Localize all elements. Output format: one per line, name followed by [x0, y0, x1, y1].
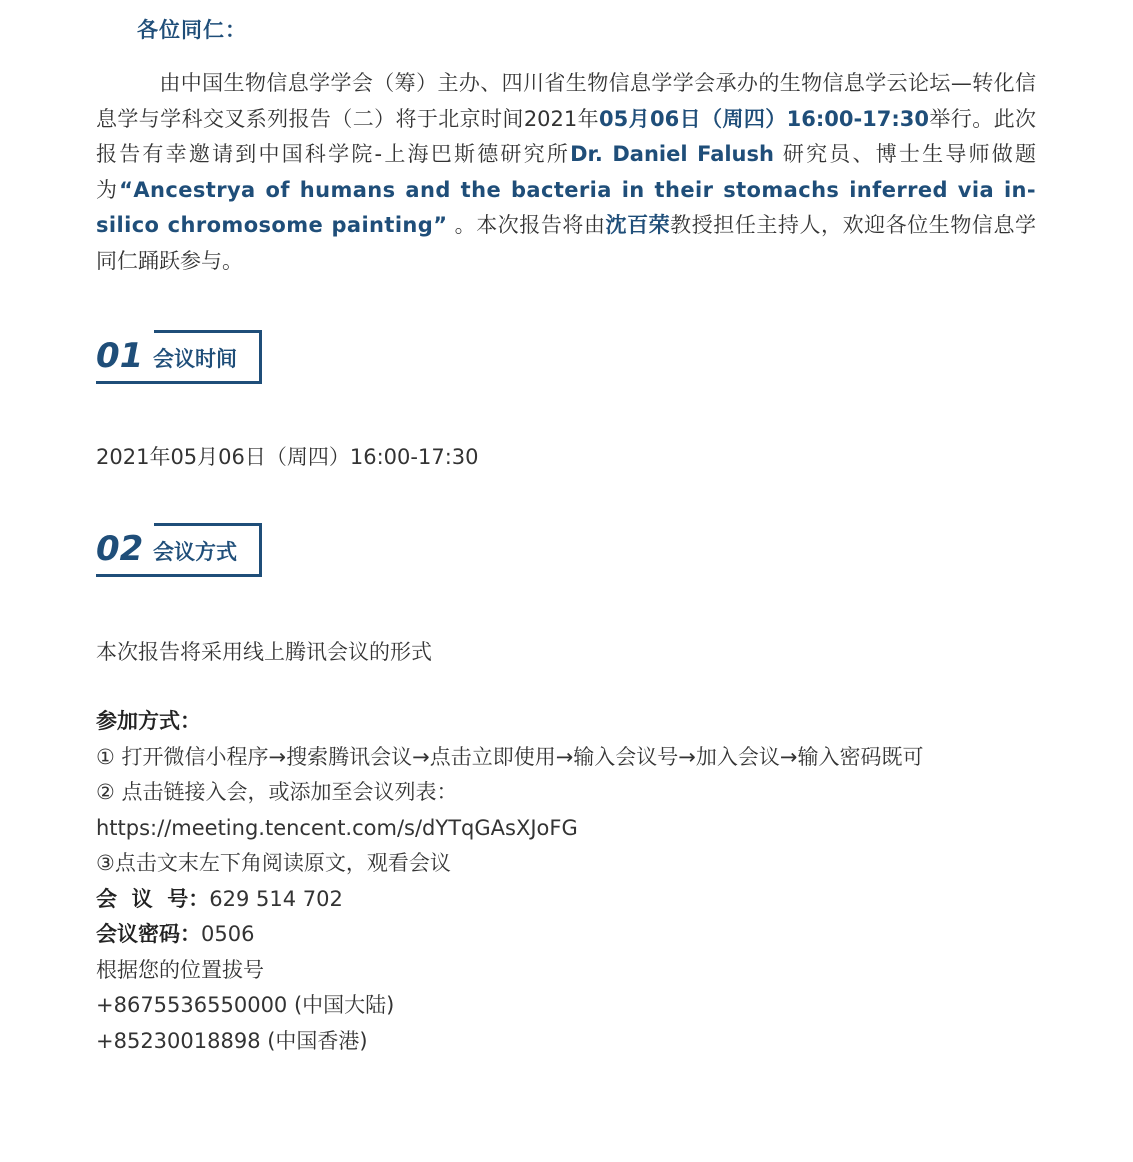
section-label: 会议时间: [153, 347, 237, 371]
intro-text-5: 教授担任主持人，欢迎各位生物信息学同仁踊跃参与。: [96, 213, 1036, 273]
meeting-password-value: 0506: [201, 922, 255, 946]
meeting-password-row: [96, 917, 1096, 953]
section-number: 02: [96, 529, 144, 569]
dial-label: 根据您的位置拔号: [96, 957, 264, 982]
host-name: 沈百荣: [605, 213, 671, 237]
section-label: 会议方式: [153, 540, 237, 564]
section-number: 01: [96, 336, 144, 376]
speaker-name: Dr. Daniel Falush: [570, 142, 774, 166]
intro-date-highlight: 05月06日（周四）16:00-17:30: [599, 106, 930, 131]
intro-text-1: 由中国生物信息学学会（筹）主办、四川省生物信息学学会承办的生物信息学云论坛—转化信息学与学科交叉系列报告（二）将于北京时间2021年: [96, 71, 1036, 131]
meeting-time: 2021年05月06日（周四）16:00-17:30: [96, 445, 479, 469]
section-heading-time: [96, 330, 262, 384]
meeting-link[interactable]: https://meeting.tencent.com/s/dYTqGAsXJoFG: [96, 815, 578, 840]
intro-text-3: 研究员、博士生导师做题为: [96, 142, 1036, 202]
greeting: 各位同仁：: [137, 18, 247, 42]
join-step-2: ② 点击链接入会，或添加至会议列表：: [96, 780, 458, 804]
talk-title: “Ancestrya of humans and the bacteria in their stomachs inferred via in-silico chromosome painting”: [96, 177, 1037, 237]
dial-number-hongkong: +85230018898 (中国香港): [96, 1028, 368, 1053]
join-heading: 参加方式：: [96, 709, 201, 733]
intro-text-4: 。本次报告将由: [447, 213, 606, 237]
join-instructions: [96, 704, 1096, 1059]
section-heading-method: [96, 523, 262, 577]
intro-text-2: 举行。此次报告有幸邀请到中国科学院-上海巴斯德研究所: [96, 106, 1036, 166]
meeting-id-value: 629 514 702: [209, 886, 343, 911]
meeting-password-label: 会议密码：: [96, 922, 201, 946]
meeting-id-label: 会 议 号：: [96, 886, 210, 911]
join-step-1: ① 打开微信小程序→搜索腾讯会议→点击立即使用→输入会议号→加入会议→输入密码既可: [96, 744, 924, 769]
dial-number-mainland: +8675536550000 (中国大陆): [96, 993, 395, 1017]
meeting-id-row: [96, 882, 1096, 918]
join-step-3: ③点击文末左下角阅读原文，观看会议: [96, 851, 451, 875]
intro-paragraph: [96, 66, 1036, 279]
meeting-method: 本次报告将采用线上腾讯会议的形式: [96, 640, 432, 664]
